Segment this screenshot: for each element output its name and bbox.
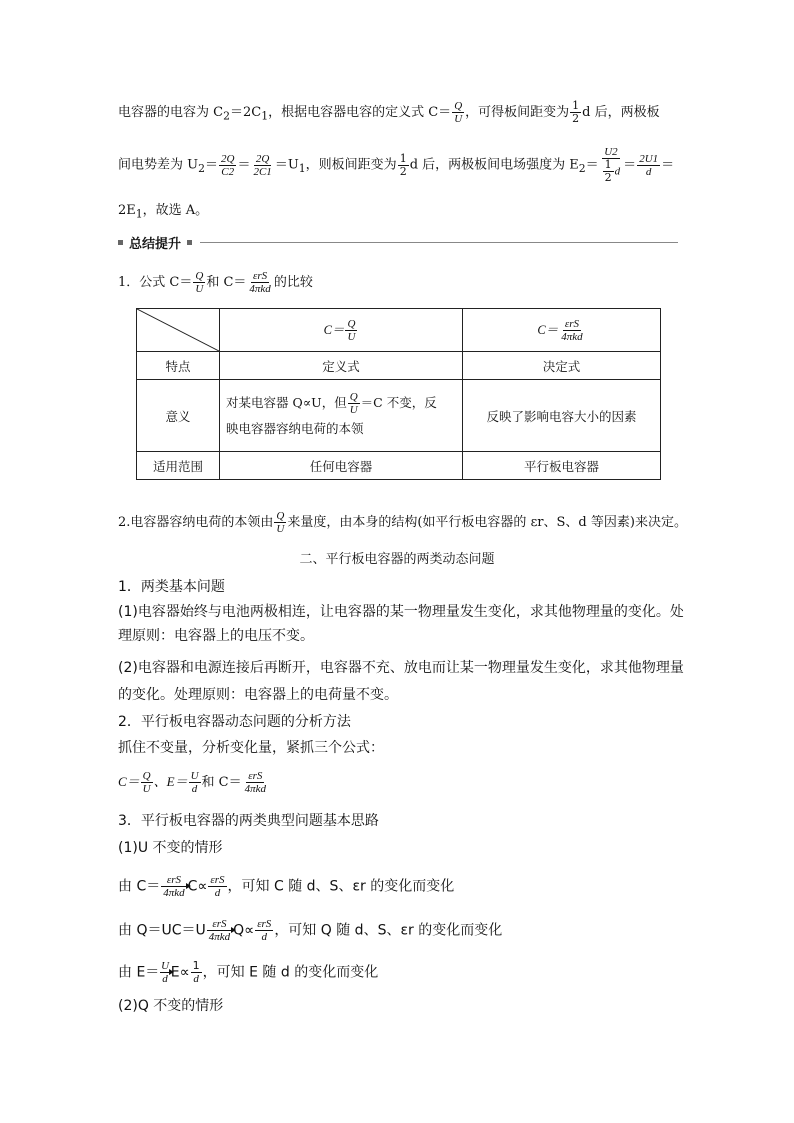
summary-item-2 — [118, 510, 687, 535]
section-title: 总结提升 — [129, 237, 182, 252]
text: ＝ — [204, 157, 218, 173]
square-bullet-icon — [187, 240, 192, 245]
table-cell: 反映了影响电容大小的因素 — [463, 380, 661, 452]
text: ＝ — [623, 157, 637, 173]
fraction-half: $\frac{1}{2}$ — [572, 99, 580, 125]
fraction-q-over-u: $\frac{Q}{U}$ — [195, 270, 204, 295]
text: 2.电容器容纳电荷的本领由 — [118, 515, 274, 530]
paragraph: 理原则：电容器上的电压不变。 — [118, 628, 314, 644]
subscript: 2 — [223, 109, 230, 123]
text: 电容器的电容为 C — [118, 105, 224, 120]
table-cell: 平行板电容器 — [463, 452, 661, 480]
text: d 后，两极板 — [582, 105, 660, 120]
table-header-determinant: C＝ $\frac{\text{εrS}}{\text{4πkd}}$ — [463, 309, 661, 352]
formula-line: C＝ $\frac{Q}{U}$ 、E＝ $\frac{U}{d}$ 和 C＝ $\frac{\text{εrS}}{\text{4πkd}}$ — [118, 770, 267, 795]
subscript: 1 — [298, 162, 306, 176]
text: 的比较 — [273, 275, 313, 290]
text: 2E — [118, 203, 136, 218]
subscript: 2 — [578, 162, 586, 176]
case-2: (2)Q 不变的情形 — [118, 998, 224, 1014]
text: ，根据电容器电容的定义式 C＝ — [268, 105, 452, 120]
heading-1: 1．两类基本问题 — [118, 579, 225, 595]
summary-section-header — [118, 233, 678, 252]
comparison-table — [136, 308, 661, 480]
text: ，则板间距变为 — [305, 157, 397, 173]
text: ＝ — [661, 157, 675, 173]
paragraph: 抓住不变量，分析变化量，紧抓三个公式： — [118, 740, 384, 756]
para-line-1 — [118, 100, 660, 128]
text: ＝U — [274, 157, 299, 173]
subscript: 1 — [135, 207, 143, 221]
section-heading: 二、平行板电容器的两类动态问题 — [299, 552, 495, 567]
subscript: 1 — [261, 109, 269, 123]
table-header-definition: C＝ $\frac{Q}{U}$ — [220, 309, 463, 352]
table-cell: 任何电容器 — [220, 452, 463, 480]
text: ＝ — [237, 157, 251, 173]
text: d 后，两极板间电场强度为 E — [409, 157, 579, 173]
text: 1．公式 C＝ — [118, 275, 193, 290]
fraction-u2-over-half-d: U2 $\frac{1}{2}$ d — [604, 146, 621, 184]
heading-2: 2．平行板电容器动态问题的分析方法 — [118, 714, 351, 730]
table-cell: 定义式 — [220, 352, 463, 380]
text: ＝ — [585, 157, 599, 173]
text: 来量度，由本身的结构(如平行板电容器的 εr、S、d 等因素)来决定。 — [287, 515, 687, 530]
fraction-eps-s-over-4pikd: $\frac{\text{εrS}}{\text{4πkd}}$ — [249, 270, 271, 295]
para-line-2 — [118, 146, 674, 184]
fraction-2q-over-c2: $\frac{2Q}{C2}$ — [221, 152, 235, 178]
fraction-half: $\frac{1}{2}$ — [399, 151, 407, 178]
table-row-label: 特点 — [137, 352, 220, 380]
subscript: 2 — [198, 162, 205, 176]
text: 间电势差为 U — [118, 157, 199, 173]
table-cell: 对某电容器 Q∝U，但 $\frac{Q}{U}$ ＝C 不变，反 映电容器容纳电荷的本领 — [220, 380, 463, 452]
divider — [200, 242, 678, 243]
summary-item-1 — [118, 270, 313, 295]
reasoning-line-3: 由 E＝ $\frac{U}{d}$ E∝ $\frac{1}{d}$ ，可知 E 随 d 的变化而变化 — [118, 959, 379, 985]
diagonal-line — [137, 309, 219, 351]
fraction-q-over-u: $\frac{Q}{U}$ — [454, 100, 463, 125]
fraction-2q-over-2c1: $\frac{2Q}{2C1}$ — [253, 152, 272, 178]
paragraph: (2)电容器和电源连接后再断开，电容器不充、放电而让某一物理量发生变化，求其他物理量 — [118, 660, 684, 676]
paragraph: 的变化。处理原则：电容器上的电荷量不变。 — [118, 687, 398, 703]
table-row-label: 适用范围 — [137, 452, 220, 480]
text: ，可得板间距变为 — [465, 105, 570, 120]
table-row-label: 意义 — [137, 380, 220, 452]
case-1: (1)U 不变的情形 — [118, 840, 223, 856]
heading-3: 3．平行板电容器的两类典型问题基本思路 — [118, 813, 379, 829]
table-cell: 决定式 — [463, 352, 661, 380]
table-corner-cell — [137, 309, 220, 352]
fraction-2u1-over-d: $\frac{2U1}{d}$ — [639, 152, 659, 178]
square-bullet-icon — [118, 240, 123, 245]
text: ，故选 A。 — [142, 203, 209, 218]
fraction-q-over-u: $\frac{Q}{U}$ — [276, 510, 285, 535]
para-line-3 — [118, 200, 208, 226]
paragraph: (1)电容器始终与电池两极相连，让电容器的某一物理量发生变化，求其他物理量的变化。处 — [118, 604, 684, 620]
text: 和 C＝ — [206, 275, 247, 290]
text: ＝2C — [229, 105, 262, 120]
reasoning-line-2: 由 Q＝UC＝U εrS 4πkd Q∝ $\frac{\text{εrS}}{d}$ ，可知 Q 随 d、S、εr 的变化而变化 — [118, 918, 503, 943]
reasoning-line-1: 由 C＝ εrS 4πkd C∝ $\frac{\text{εrS}}{d}$ ，可知 C 随 d、S、εr 的变化而变化 — [118, 874, 455, 899]
